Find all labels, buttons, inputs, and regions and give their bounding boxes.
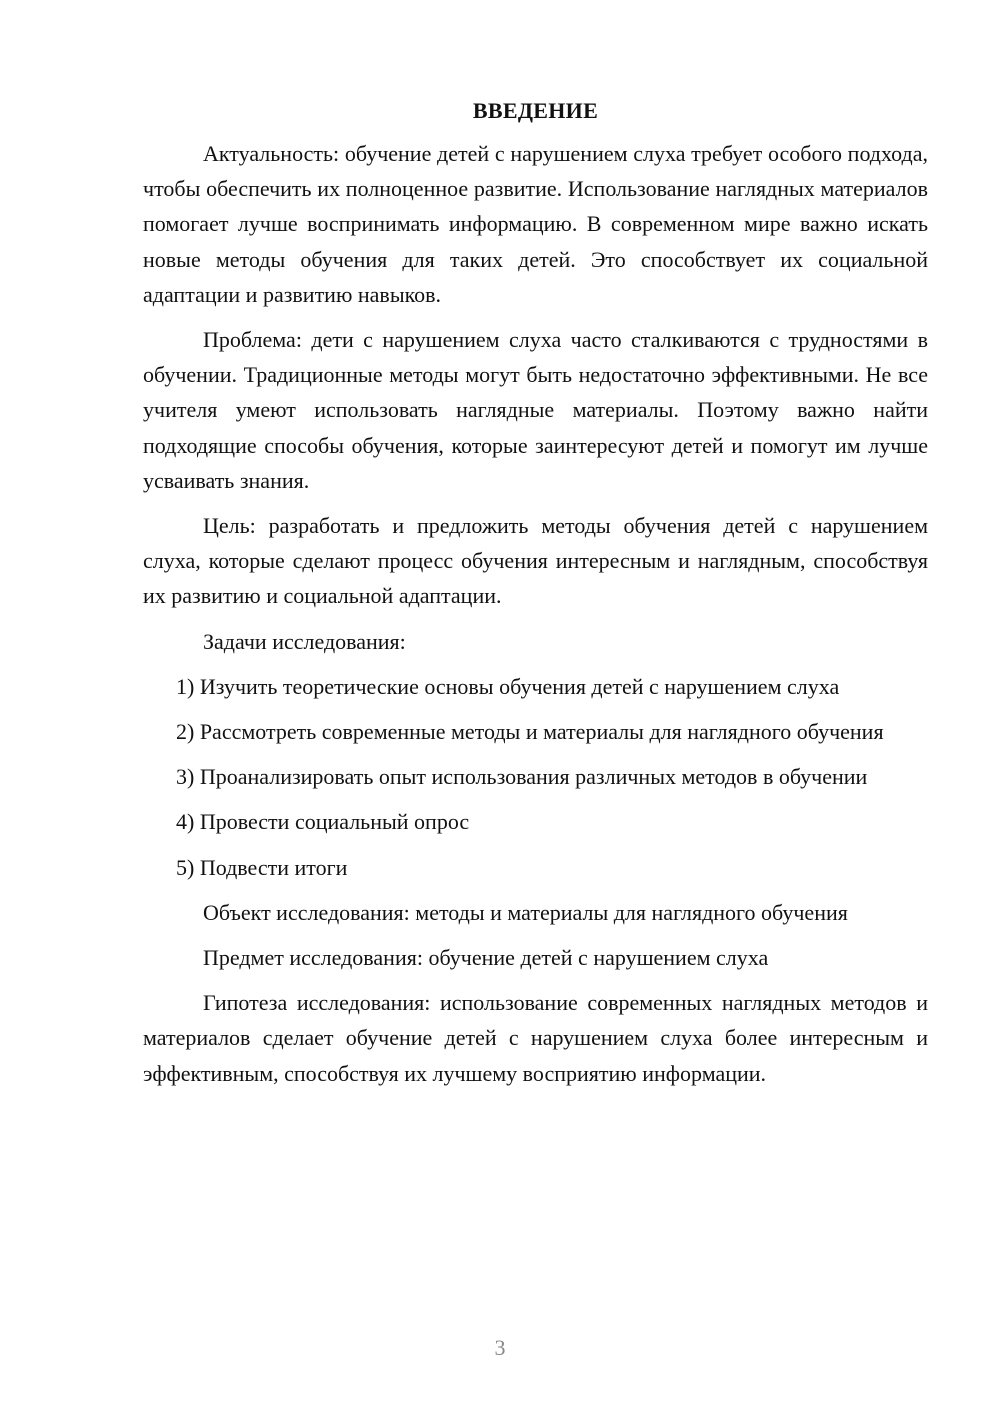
- list-item-task-3: 3) Проанализировать опыт использования различных методов в обучении: [176, 764, 868, 790]
- page-number: 3: [494, 1335, 506, 1360]
- list-item-task-2: 2) Рассмотреть современные методы и материалы для наглядного обучения: [176, 719, 884, 745]
- tasks-heading: Задачи исследования:: [203, 628, 406, 654]
- paragraph-subject: Предмет исследования: обучение детей с нарушением слуха: [203, 945, 769, 971]
- list-item-task-1: 1) Изучить теоретические основы обучения детей с нарушением слуха: [176, 673, 840, 699]
- paragraph-hypothesis: Гипотеза исследования: использование современных наглядных методов и материалов сделает обучение детей с нарушением слуха более интересным и эффективным, способствуя их лучшему восприятию информации.: [143, 990, 928, 1086]
- list-item-task-4: 4) Провести социальный опрос: [176, 809, 470, 835]
- paragraph-problem: Проблема: дети с нарушением слуха часто сталкиваются с трудностями в обучении. Традиционные методы могут быть недостаточно эффективными. Не все учителя умеют использовать наглядные материалы. Поэтому важно найти подходящие способы обучения, которые заинтересуют детей и помогут им лучше усваивать знания.: [143, 327, 928, 493]
- paragraph-relevance: Актуальность: обучение детей с нарушением слуха требует особого подхода, чтобы обеспечить их полноценное развитие. Использование наглядных материалов помогает лучше воспринимать информацию. В современном мире важно искать новые методы обучения для таких детей. Это способствует их социальной адаптации и развитию навыков.: [143, 141, 928, 307]
- page-content: [143, 92, 928, 1091]
- paragraph-goal: Цель: разработать и предложить методы обучения детей с нарушением слуха, которые сделают процесс обучения интересным и наглядным, способствуя их развитию и социальной адаптации.: [143, 513, 928, 609]
- page-title: ВВЕДЕНИЕ: [472, 98, 599, 123]
- paragraph-object: Объект исследования: методы и материалы для наглядного обучения: [203, 899, 848, 925]
- list-item-task-5: 5) Подвести итоги: [176, 854, 348, 880]
